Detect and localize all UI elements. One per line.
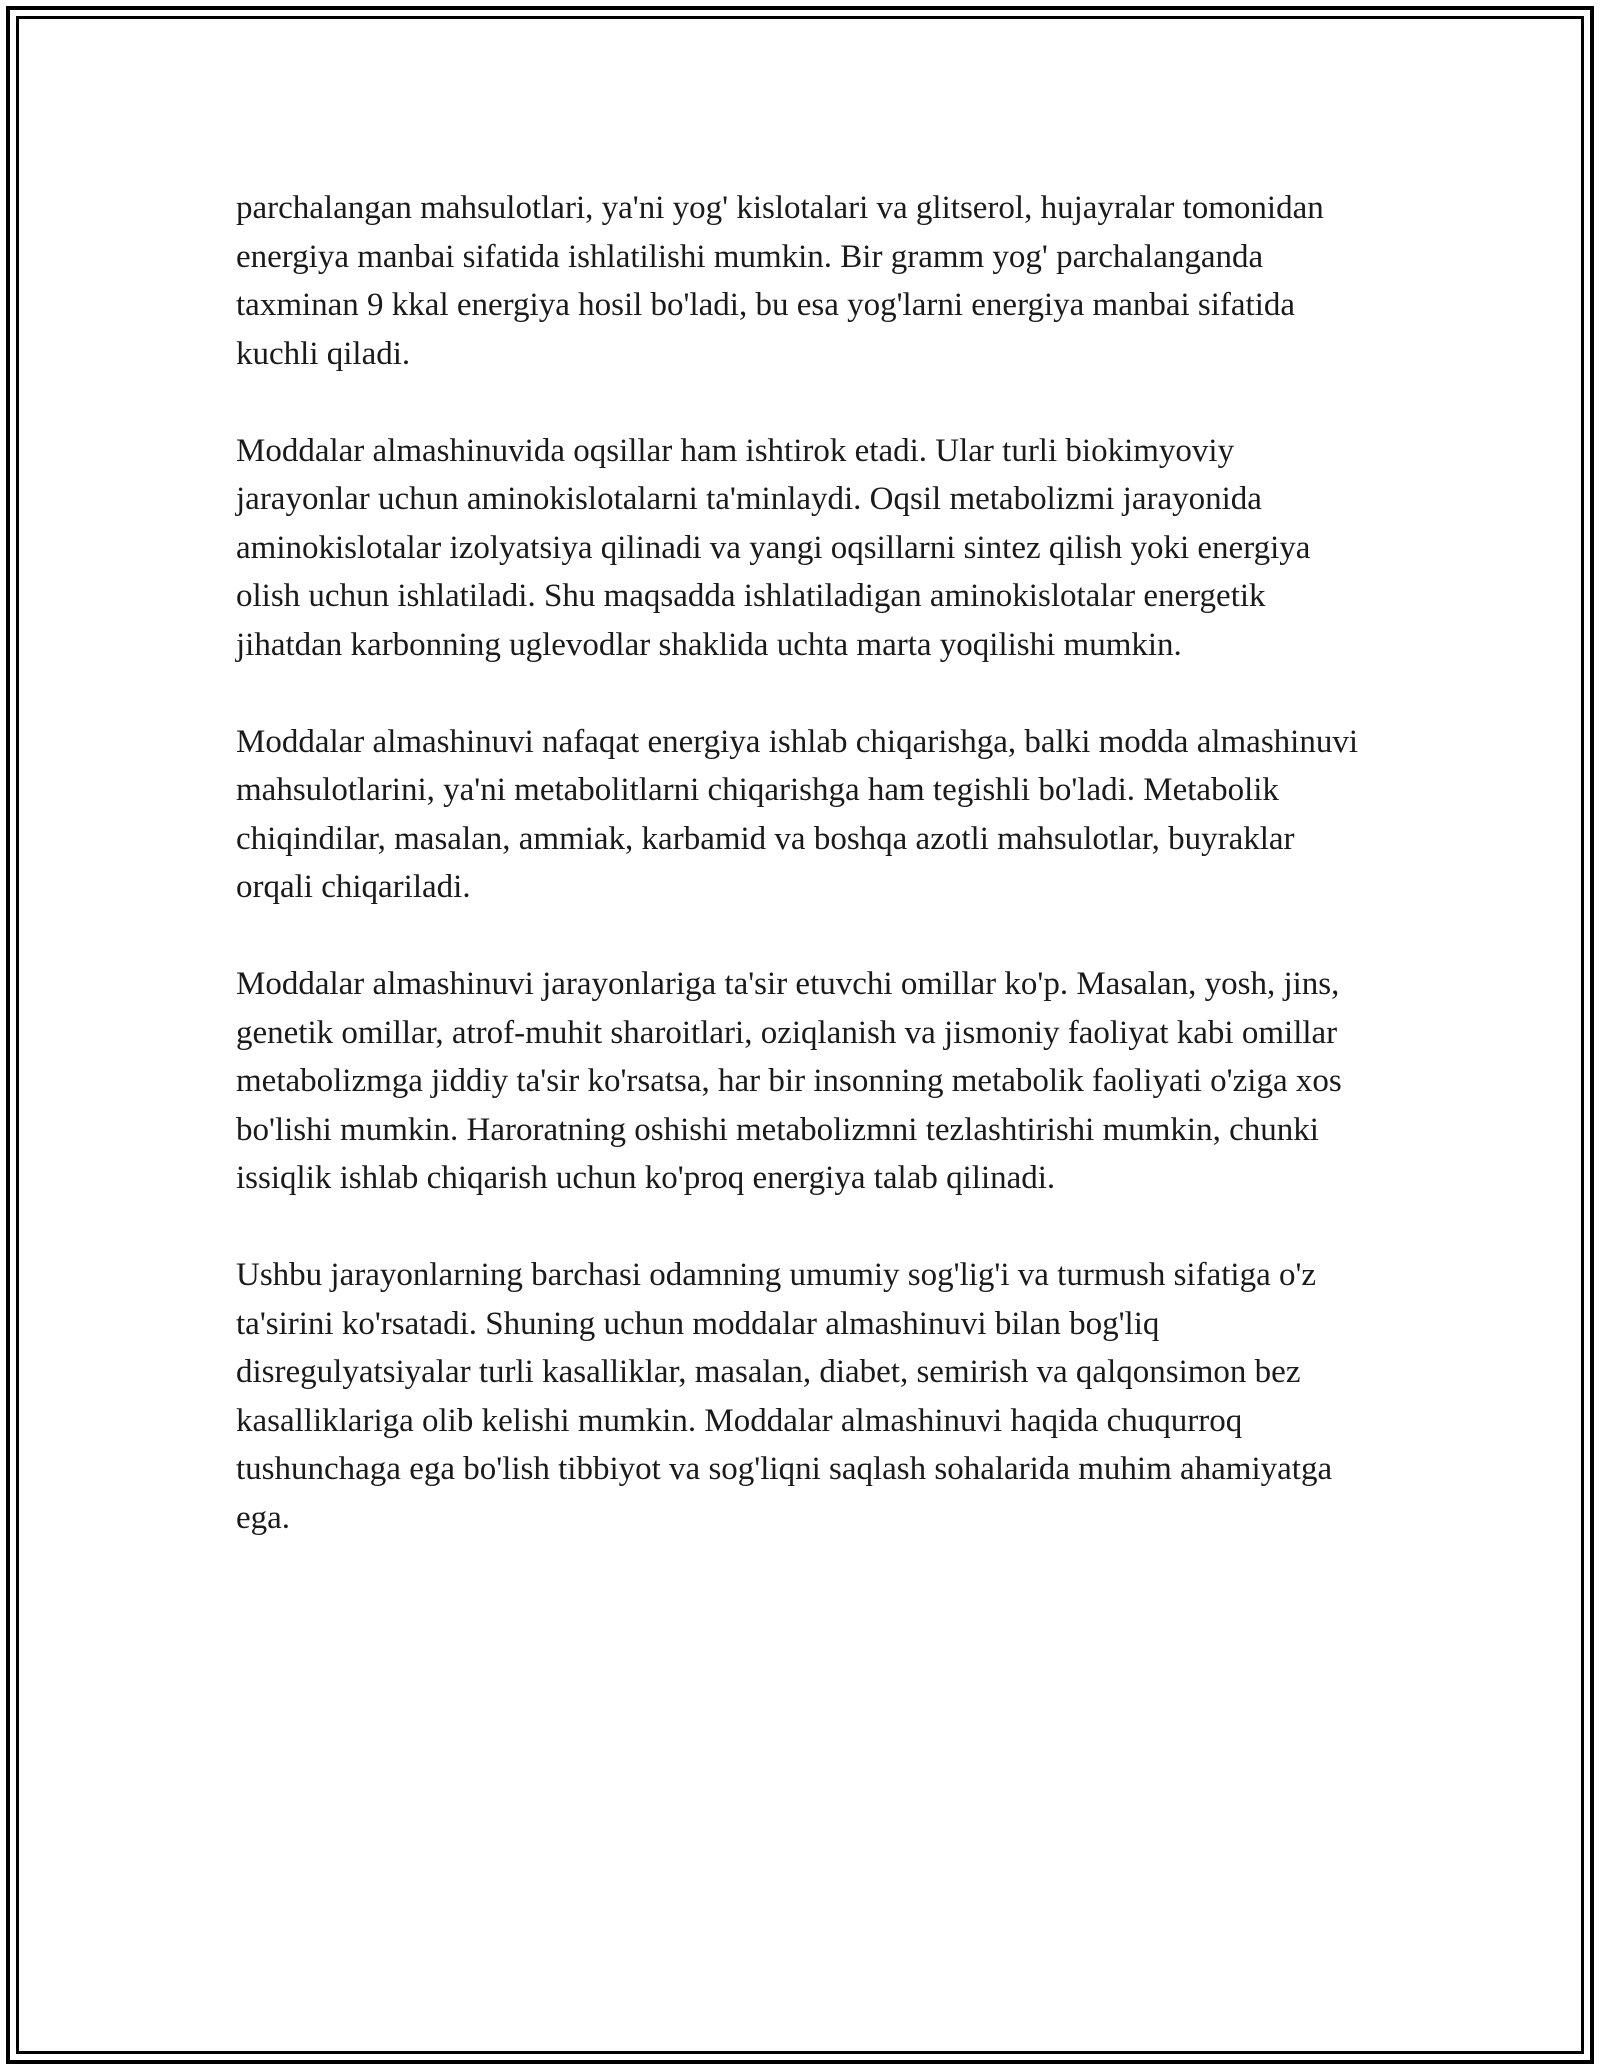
document-body — [236, 184, 1364, 1591]
paragraph-1: parchalangan mahsulotlari, ya'ni yog' kislotalari va glitserol, hujayralar tomonidan energiya manbai sifatida ishlatilishi mumkin. Bir gramm yog' parchalanganda taxminan 9 kkal energiya hosil bo'ladi, bu esa yog'larni energiya manbai sifatida kuchli qiladi. — [236, 190, 1324, 372]
paragraph-5: Ushbu jarayonlarning barchasi odamning umumiy sog'lig'i va turmush sifatiga o'z ta'sirini ko'rsatadi. Shuning uchun moddalar almashinuvi bilan bog'liq disregulyatsiyalar turli kasalliklar, masalan, diabet, semirish va qalqonsimon bez kasalliklariga olib kelishi mumkin. Moddalar almashinuvi haqida chuqurroq tushunchaga ega bo'lish tibbiyot va sog'liqni saqlash sohalarida muhim ahamiyatga ega. — [236, 1257, 1333, 1536]
paragraph-3: Moddalar almashinuvi nafaqat energiya ishlab chiqarishga, balki modda almashinuvi mahsulotlarini, ya'ni metabolitlarni chiqarishga ham tegishli bo'ladi. Metabolik chiqindilar, masalan, ammiak, karbamid va boshqa azotli mahsulotlar, buyraklar orqali chiqariladi. — [236, 723, 1358, 905]
paragraph-2: Moddalar almashinuvida oqsillar ham ishtirok etadi. Ular turli biokimyoviy jarayonlar uchun aminokislotalarni ta'minlaydi. Oqsil metabolizmi jarayonida aminokislotalar izolyatsiya qilinadi va yangi oqsillarni sintez qilish yoki energiya olish uchun ishlatiladi. Shu maqsadda ishlatiladigan aminokislotalar energetik jihatdan karbonning uglevodlar shaklida uchta marta yoqilishi mumkin. — [236, 432, 1311, 663]
paragraph-4: Moddalar almashinuvi jarayonlariga ta'sir etuvchi omillar ko'p. Masalan, yosh, jins, genetik omillar, atrof-muhit sharoitlari, oziqlanish va jismoniy faoliyat kabi omillar metabolizmga jiddiy ta'sir ko'rsatsa, har bir insonning metabolik faoliyati o'ziga xos bo'lishi mumkin. Haroratning oshishi metabolizmni tezlashtirishi mumkin, chunki issiqlik ishlab chiqarish uchun ko'proq energiya talab qilinadi. — [236, 966, 1342, 1196]
